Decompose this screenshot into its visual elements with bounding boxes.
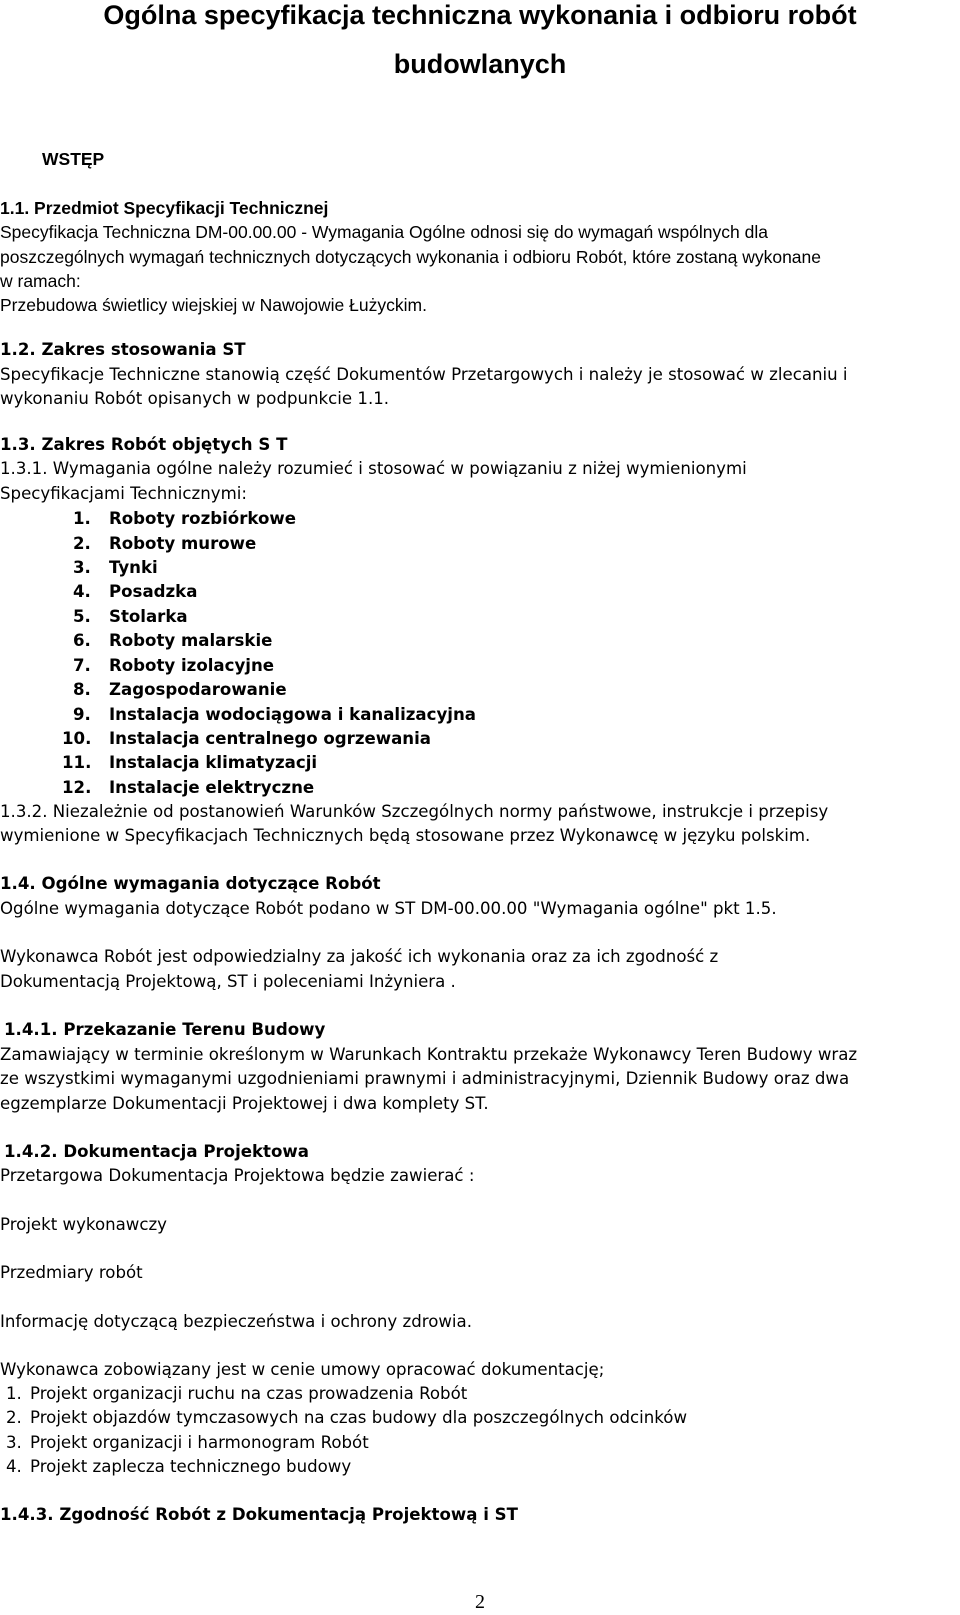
paragraph-line: wykonaniu Robót opisanych w podpunkcie 1.1. xyxy=(0,389,390,408)
list-item: 4. Posadzka xyxy=(73,582,198,601)
list-item: 7. Roboty izolacyjne xyxy=(73,656,275,675)
document-title-line-2: budowlanych xyxy=(393,49,567,79)
paragraph-line: Specyfikacje Techniczne stanowią część Dokumentów Przetargowych i należy je stosować w zlecaniu i xyxy=(0,365,848,384)
paragraph-line: Przedmiary robót xyxy=(0,1263,143,1282)
paragraph-line: Dokumentacją Projektową, ST i poleceniami Inżyniera . xyxy=(0,972,456,991)
list-item: 4. Projekt zaplecza technicznego budowy xyxy=(6,1457,352,1476)
paragraph-line: Wykonawca Robót jest odpowiedzialny za jakość ich wykonania oraz za ich zgodność z xyxy=(0,947,719,966)
page-number: 2 xyxy=(475,1591,485,1613)
list-item: 2. Projekt objazdów tymczasowych na czas budowy dla poszczególnych odcinków xyxy=(6,1408,688,1427)
section-heading-1-4: 1.4. Ogólne wymagania dotyczące Robót xyxy=(0,874,381,893)
section-heading-1-2: 1.2. Zakres stosowania ST xyxy=(0,340,246,359)
paragraph-line: egzemplarze Dokumentacji Projektowej i dwa komplety ST. xyxy=(0,1094,489,1113)
paragraph-line: 1.3.1. Wymagania ogólne należy rozumieć i stosować w powiązaniu z niżej wymienionymi xyxy=(0,459,747,478)
list-item: 3. Tynki xyxy=(73,558,158,577)
section-heading-1-4-1: 1.4.1. Przekazanie Terenu Budowy xyxy=(4,1020,326,1039)
list-item: 12. Instalacje elektryczne xyxy=(62,778,315,797)
list-item: 11. Instalacja klimatyzacji xyxy=(62,753,318,772)
section-heading-1-1: 1.1. Przedmiot Specyfikacji Technicznej xyxy=(0,198,329,218)
list-item: 10. Instalacja centralnego ogrzewania xyxy=(62,729,432,748)
paragraph-line: Przetargowa Dokumentacja Projektowa będzie zawierać : xyxy=(0,1166,475,1185)
paragraph-line: wymienione w Specyfikacjach Technicznych będą stosowane przez Wykonawcę w języku polskim. xyxy=(0,826,811,845)
paragraph-line: Ogólne wymagania dotyczące Robót podano w ST DM-00.00.00 "Wymagania ogólne" pkt 1.5. xyxy=(0,899,777,918)
list-item: 5. Stolarka xyxy=(73,607,188,626)
paragraph-line: Informację dotyczącą bezpieczeństwa i ochrony zdrowia. xyxy=(0,1312,472,1331)
paragraph-line: w ramach: xyxy=(0,271,81,291)
list-item: 3. Projekt organizacji i harmonogram Robót xyxy=(6,1433,369,1452)
paragraph-line: Projekt wykonawczy xyxy=(0,1215,168,1234)
list-item: 8. Zagospodarowanie xyxy=(73,680,287,699)
paragraph-line: Wykonawca zobowiązany jest w cenie umowy opracować dokumentację; xyxy=(0,1360,605,1379)
document-title-line-1: Ogólna specyfikacja techniczna wykonania i odbioru robót xyxy=(103,0,857,30)
list-item: 1. Roboty rozbiórkowe xyxy=(73,509,296,528)
section-heading-wstep: WSTĘP xyxy=(42,149,105,169)
paragraph-line: poszczególnych wymagań technicznych dotyczących wykonania i odbioru Robót, które zostaną wykonane xyxy=(0,247,822,267)
paragraph-line: Zamawiający w terminie określonym w Warunkach Kontraktu przekaże Wykonawcy Teren Budowy wraz xyxy=(0,1045,858,1064)
paragraph-line: Specyfikacjami Technicznymi: xyxy=(0,484,247,503)
paragraph-line: Specyfikacja Techniczna DM-00.00.00 - Wymagania Ogólne odnosi się do wymagań wspólnych dla xyxy=(0,222,768,242)
paragraph-line: ze wszystkimi wymaganymi uzgodnieniami prawnymi i administracyjnymi, Dziennik Budowy oraz dwa xyxy=(0,1069,850,1088)
section-heading-1-4-2: 1.4.2. Dokumentacja Projektowa xyxy=(4,1142,309,1161)
list-item: 6. Roboty malarskie xyxy=(73,631,273,650)
section-heading-1-4-3: 1.4.3. Zgodność Robót z Dokumentacją Projektową i ST xyxy=(0,1505,518,1524)
list-item: 9. Instalacja wodociągowa i kanalizacyjna xyxy=(73,705,476,724)
paragraph-line: Przebudowa świetlicy wiejskiej w Nawojowie Łużyckim. xyxy=(0,295,427,315)
section-heading-1-3: 1.3. Zakres Robót objętych S T xyxy=(0,435,288,454)
list-item: 2. Roboty murowe xyxy=(73,534,257,553)
paragraph-line: 1.3.2. Niezależnie od postanowień Warunków Szczególnych normy państwowe, instrukcje i przepisy xyxy=(0,802,829,821)
list-item: 1. Projekt organizacji ruchu na czas prowadzenia Robót xyxy=(6,1384,468,1403)
